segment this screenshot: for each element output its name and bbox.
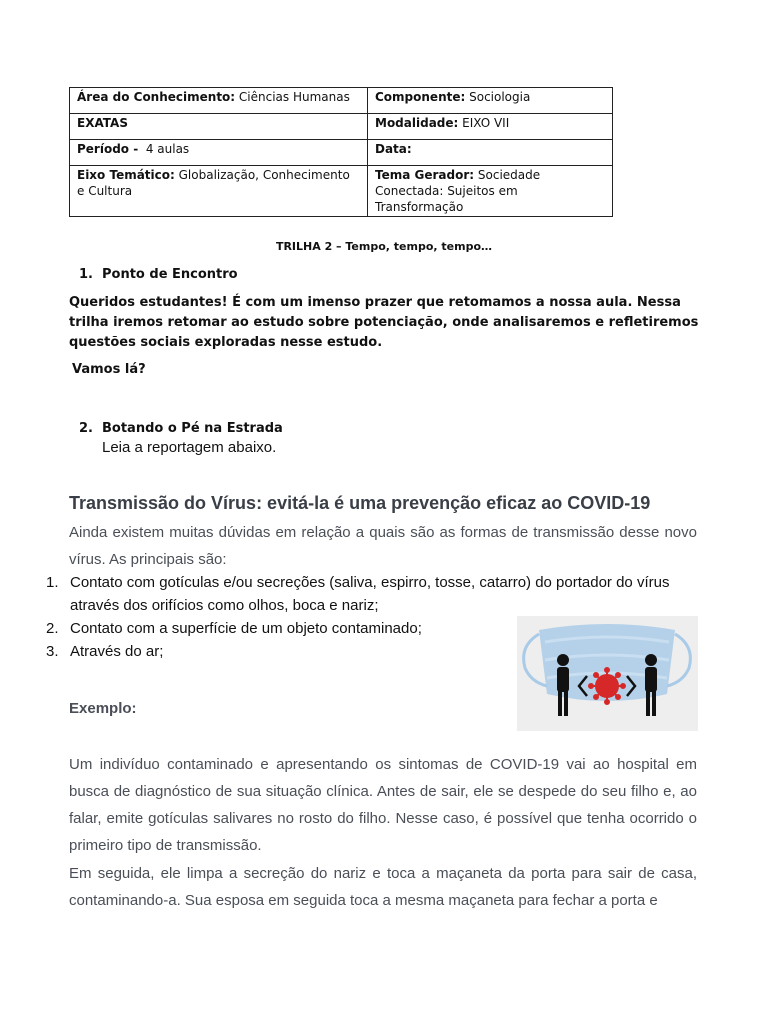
example-paragraph-2: Em seguida, ele limpa a secreção do nariz e toca a maçaneta da porta para sair de casa, contaminando-a. Sua esposa em seguida toca a mesma maçaneta para fechar a porta e xyxy=(69,865,697,909)
vamos-text: Vamos lá? xyxy=(72,362,146,377)
area-value: Ciências Humanas xyxy=(235,90,350,104)
area-cell xyxy=(70,88,368,114)
componente-cell xyxy=(368,88,613,114)
intro-paragraph: Queridos estudantes! É com um imenso prazer que retomamos a nossa aula. Nessa trilha iremos retomar ao estudo sobre potenciação, onde analisaremos e refletiremos questões sociais exploradas nesse estudo. xyxy=(69,295,699,350)
componente-label: Componente: xyxy=(375,90,466,104)
modalidade-cell xyxy=(368,114,613,140)
periodo-cell xyxy=(70,140,368,166)
list-item-number: 2. xyxy=(46,620,59,637)
data-cell xyxy=(368,140,613,166)
tema-label: Tema Gerador: xyxy=(375,168,475,182)
section-1-title: Ponto de Encontro xyxy=(102,267,238,282)
exatas-cell xyxy=(70,114,368,140)
virus-icon xyxy=(589,668,625,704)
section-1-number: 1. xyxy=(79,267,93,282)
exemplo-heading: Exemplo: xyxy=(69,700,137,717)
eixo-label: Eixo Temático: xyxy=(77,168,175,182)
data-label: Data: xyxy=(375,142,412,156)
periodo-label: Período - xyxy=(77,142,139,156)
section-2-heading xyxy=(79,421,283,436)
section-2-title: Botando o Pé na Estrada xyxy=(102,421,283,436)
componente-value: Sociologia xyxy=(465,90,531,104)
article-title: Transmissão do Vírus: evitá-la é uma prevenção eficaz ao COVID-19 xyxy=(69,493,651,513)
section-2-number: 2. xyxy=(79,421,93,436)
person-right-icon xyxy=(645,654,657,716)
list-item xyxy=(46,571,698,617)
eixo-value: Globalização, Conhecimento e Cultura xyxy=(77,168,350,198)
modalidade-value: EIXO VII xyxy=(458,116,510,130)
list-item-number: 3. xyxy=(46,643,59,660)
leia-instruction: Leia a reportagem abaixo. xyxy=(102,439,277,456)
list-item-text: Através do ar; xyxy=(70,643,164,660)
article-intro: Ainda existem muitas dúvidas em relação a quais são as formas de transmissão desse novo vírus. As principais são: xyxy=(69,524,697,568)
exatas-label: EXATAS xyxy=(77,116,128,130)
tema-value: Sociedade Conectada: Sujeitos em Transformação xyxy=(375,168,541,214)
trilha-title: TRILHA 2 – Tempo, tempo, tempo… xyxy=(275,240,493,253)
tema-cell xyxy=(368,166,613,217)
list-item-text: Contato com gotículas e/ou secreções (saliva, espirro, tosse, catarro) do portador do vírus através dos orifícios como olhos, boca e nariz; xyxy=(70,574,670,614)
periodo-value: 4 aulas xyxy=(138,142,190,156)
list-item-number: 1. xyxy=(46,574,59,591)
person-left-icon xyxy=(557,654,569,716)
example-paragraph-1: Um indivíduo contaminado e apresentando os sintomas de COVID-19 vai ao hospital em busca de diagnóstico de sua situação clínica. Antes de sair, ele se despede do seu filho e, ao falar, emite gotículas salivares no rosto do filho. Nesse caso, é possível que tenha ocorrido o primeiro tipo de transmissão. xyxy=(69,756,697,854)
section-1-heading xyxy=(79,267,238,282)
list-item-text: Contato com a superfície de um objeto contaminado; xyxy=(70,620,422,637)
area-label: Área do Conhecimento: xyxy=(77,90,236,104)
header-table xyxy=(69,87,613,217)
transmission-illustration xyxy=(517,616,698,731)
modalidade-label: Modalidade: xyxy=(375,116,459,130)
mask-virus-people-icon xyxy=(517,616,698,731)
eixo-cell xyxy=(70,166,368,217)
